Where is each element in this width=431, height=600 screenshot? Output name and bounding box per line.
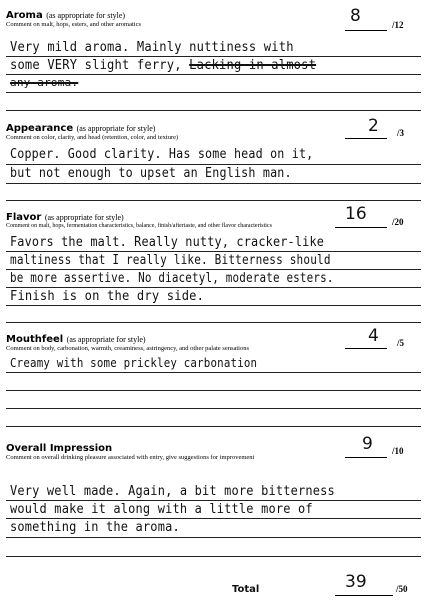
total-label: Total (232, 584, 260, 595)
appearance-comment-line-2: but not enough to upset an English man. (10, 166, 292, 181)
appearance-score[interactable]: 2 (368, 116, 379, 136)
aroma-instructions: Comment on malt, hops, esters, and other aromatics (6, 21, 142, 28)
mouthfeel-note: (as appropriate for style) (66, 335, 146, 344)
flavor-max: /20 (392, 217, 404, 227)
flavor-note: (as appropriate for style) (44, 213, 124, 222)
rule (6, 92, 421, 93)
aroma-comment-line-2: some VERY slight ferry, Lacking in almost (10, 58, 317, 73)
flavor-score[interactable]: 16 (345, 204, 367, 224)
overall-comment-line-1: Very well made. Again, a bit more bitterness (10, 484, 335, 499)
aroma-title: Aroma (6, 10, 43, 21)
overall-title: Overall Impression (6, 443, 113, 454)
overall-comment-line-2: would make it along with a little more of (10, 502, 313, 517)
aroma-comment-text: some VERY slight ferry (10, 58, 175, 73)
flavor-comment-line-2: maltiness that I really like. Bitterness should (10, 253, 331, 268)
appearance-comment-line-1: Copper. Good clarity. Has some head on it, (10, 147, 314, 162)
rule (6, 426, 421, 427)
rule (6, 322, 421, 323)
flavor-comment-line-1: Favors the malt. Really nutty, cracker-like (10, 235, 325, 250)
rule (6, 164, 421, 165)
aroma-section (6, 10, 425, 28)
overall-comment-line-3: something in the aroma. (10, 520, 180, 535)
rule (6, 372, 421, 373)
rule (6, 74, 421, 75)
overall-score-line (345, 457, 387, 458)
flavor-title: Flavor (6, 212, 42, 223)
flavor-score-line (335, 227, 387, 228)
aroma-struck-text-1: Lacking in almost (189, 58, 317, 73)
total-score[interactable]: 39 (345, 572, 367, 592)
mouthfeel-score-line (345, 348, 387, 349)
mouthfeel-title: Mouthfeel (6, 334, 64, 345)
rule (6, 305, 421, 306)
total-max: /50 (396, 584, 408, 594)
aroma-comment-line-1: Very mild aroma. Mainly nuttiness with (10, 40, 294, 55)
rule (6, 500, 421, 501)
rule (6, 556, 421, 557)
aroma-struck-text-2: any aroma. (10, 76, 79, 89)
rule (6, 183, 421, 184)
rule (6, 287, 421, 288)
overall-instructions: Comment on overall drinking pleasure associated with entry, give suggestions for improvement (6, 454, 255, 461)
rule (6, 408, 421, 409)
total-score-line (335, 595, 393, 596)
aroma-heading (6, 10, 425, 21)
mouthfeel-section (6, 334, 425, 352)
overall-max: /10 (392, 446, 404, 456)
mouthfeel-comment-line-1: Creamy with some prickley carbonation (10, 356, 258, 370)
flavor-comment-line-3: be more assertive. No diacetyl, moderate esters. (10, 271, 334, 286)
aroma-note: (as appropriate for style) (46, 11, 126, 20)
rule (6, 269, 421, 270)
flavor-instructions: Comment on malt, hops, fermentation characteristics, balance, finish/aftertaste, and other flavor characteristics (6, 223, 272, 229)
mouthfeel-instructions: Comment on body, carbonation, warmth, creaminess, astringency, and other palate sensations (6, 345, 250, 352)
flavor-comment-line-4: Finish is on the dry side. (10, 289, 205, 304)
mouthfeel-score[interactable]: 4 (368, 326, 379, 346)
overall-score[interactable]: 9 (362, 434, 373, 454)
appearance-max: /3 (397, 128, 405, 138)
rule (6, 537, 421, 538)
mouthfeel-heading (6, 334, 425, 345)
rule (6, 110, 421, 111)
aroma-score[interactable]: 8 (350, 6, 361, 26)
appearance-instructions: Comment on color, clarity, and head (retention, color, and texture) (6, 134, 179, 141)
aroma-score-line (345, 30, 387, 31)
aroma-max: /12 (392, 20, 404, 30)
appearance-note: (as appropriate for style) (76, 124, 156, 133)
rule (6, 251, 421, 252)
appearance-title: Appearance (6, 123, 74, 134)
rule (6, 200, 421, 201)
rule (6, 518, 421, 519)
appearance-heading (6, 123, 425, 134)
mouthfeel-max: /5 (397, 338, 405, 348)
rule (6, 56, 421, 57)
rule (6, 390, 421, 391)
appearance-score-line (345, 138, 387, 139)
